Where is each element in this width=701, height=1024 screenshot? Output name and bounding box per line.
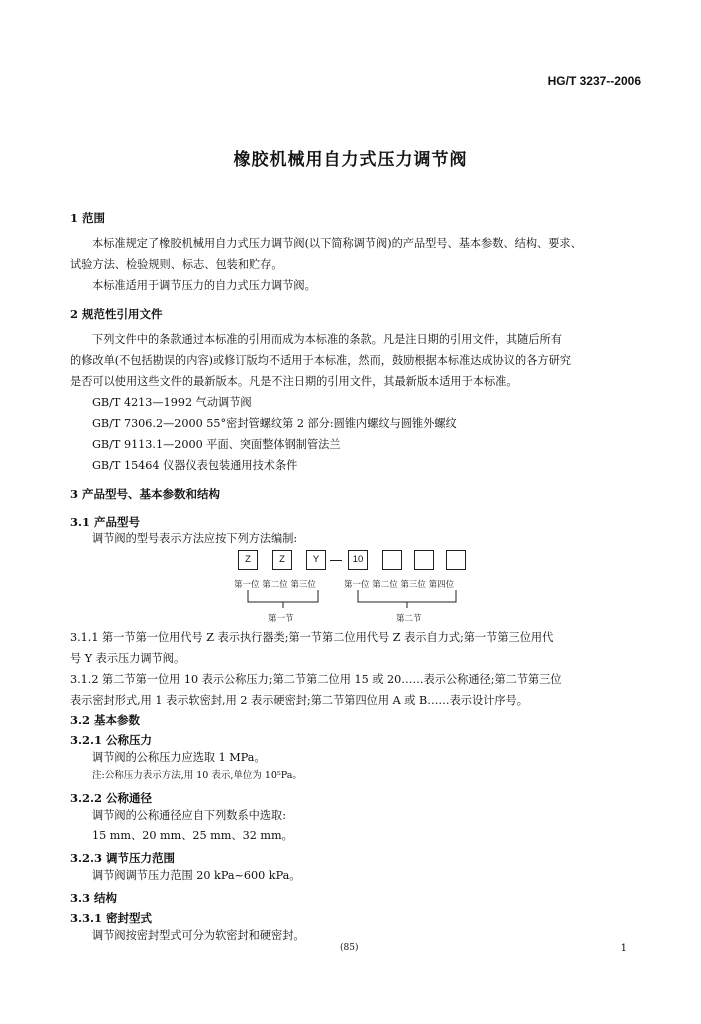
s31-para: 调节阀的型号表示方法应按下列方法编制: <box>92 532 298 545</box>
section-3-heading: 3 产品型号、基本参数和结构 <box>70 487 221 501</box>
code-box-1: Z <box>238 550 258 570</box>
code-box-3: Y <box>306 550 326 570</box>
code-separator <box>330 560 342 561</box>
standard-number: HG/T 3237--2006 <box>547 74 641 88</box>
section-2-heading: 2 规范性引用文件 <box>70 307 163 321</box>
s2-para1-line1: 下列文件中的条款通过本标准的引用而成为本标准的条款。凡是注日期的引用文件，其随后所有 <box>92 333 562 346</box>
code-box-6 <box>414 550 434 570</box>
code-box-4: 10 <box>348 550 368 570</box>
section-3-2-2-heading: 3.2.2 公称通径 <box>70 791 153 805</box>
document-title: 橡胶机械用自力式压力调节阀 <box>233 150 468 170</box>
s323-para: 调节阀调节压力范围 20 kPa~600 kPa。 <box>92 869 301 882</box>
section-3-1-heading: 3.1 产品型号 <box>70 515 141 529</box>
reference-item: GB/T 4213—1992 气动调节阀 <box>92 396 252 409</box>
section-1-heading: 1 范围 <box>70 211 106 225</box>
section-3-2-heading: 3.2 基本参数 <box>70 713 141 727</box>
reference-item: GB/T 15464 仪器仪表包装通用技术条件 <box>92 459 298 472</box>
s2-para1-line2: 的修改单(不包括勘误的内容)或修订版均不适用于本标准，然而，鼓励根据本标准达成协议的各方研究 <box>70 354 571 367</box>
model-code-diagram <box>238 550 478 570</box>
group1-position-labels: 第一位 第二位 第三位 <box>234 580 316 590</box>
s321-note: 注:公称压力表示方法,用 10 表示,单位为 10⁵Pa。 <box>92 770 302 781</box>
s1-para2: 本标准适用于调节压力的自力式压力调节阀。 <box>92 279 316 292</box>
section-3-2-1-heading: 3.2.1 公称压力 <box>70 733 153 747</box>
s321-para: 调节阀的公称压力应选取 1 MPa。 <box>92 751 266 764</box>
section-3-2-3-heading: 3.2.3 调节压力范围 <box>70 851 176 865</box>
s322-para1: 调节阀的公称通径应自下列数系中选取: <box>92 809 286 822</box>
s311-line1: 3.1.1 第一节第一位用代号 Z 表示执行器类;第一节第二位用代号 Z 表示自力式;第一节第三位用代 <box>70 631 554 644</box>
s312-line1: 3.1.2 第二节第一位用 10 表示公称压力;第二节第二位用 15 或 20……表示公称通径;第二节第三位 <box>70 673 562 686</box>
s322-para2: 15 mm、20 mm、25 mm、32 mm。 <box>92 829 293 842</box>
s331-para: 调节阀按密封型式可分为软密封和硬密封。 <box>92 929 305 942</box>
group1-label: 第一节 <box>268 614 294 624</box>
s2-para1-line3: 是否可以使用这些文件的最新版本。凡是不注日期的引用文件，其最新版本适用于本标准。 <box>70 375 518 388</box>
section-3-3-1-heading: 3.3.1 密封型式 <box>70 911 153 925</box>
code-box-5 <box>382 550 402 570</box>
s311-line2: 号 Y 表示压力调节阀。 <box>70 652 186 665</box>
reference-item: GB/T 7306.2—2000 55°密封管螺纹第 2 部分:圆锥内螺纹与圆锥外螺纹 <box>92 417 457 430</box>
code-box-2: Z <box>272 550 292 570</box>
page-number: 1 <box>620 943 627 954</box>
group-brackets <box>230 590 470 610</box>
code-box-7 <box>446 550 466 570</box>
s1-para1-line2: 试验方法、检验规则、标志、包装和贮存。 <box>70 258 283 271</box>
s1-para1-line1: 本标准规定了橡胶机械用自力式压力调节阀(以下简称调节阀)的产品型号、基本参数、结构、要求、 <box>92 237 582 250</box>
group2-position-labels: 第一位 第二位 第三位 第四位 <box>344 580 455 590</box>
group2-label: 第二节 <box>396 614 422 624</box>
s312-line2: 表示密封形式,用 1 表示软密封,用 2 表示硬密封;第二节第四位用 A 或 B……表示设计序号。 <box>70 694 528 707</box>
reference-item: GB/T 9113.1—2000 平面、突面整体钢制管法兰 <box>92 438 341 451</box>
footer-code: (85) <box>340 943 359 953</box>
section-3-3-heading: 3.3 结构 <box>70 891 118 905</box>
